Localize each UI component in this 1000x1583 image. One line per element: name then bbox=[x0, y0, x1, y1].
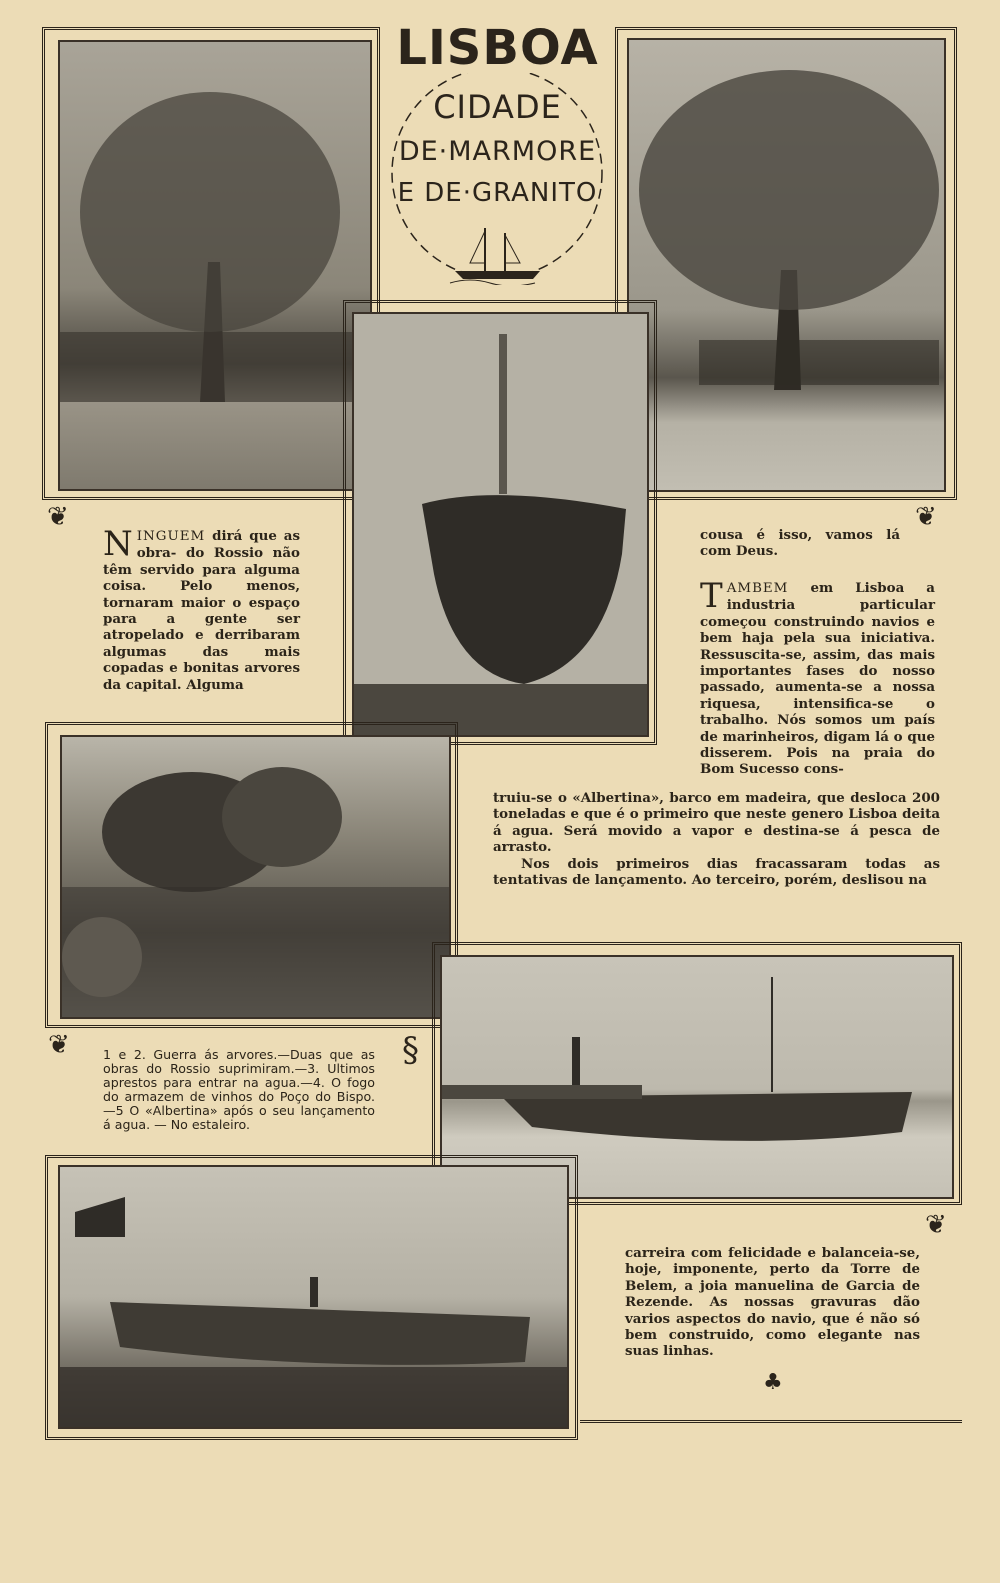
title-de-marmore: DE·MARMORE bbox=[398, 136, 597, 167]
fleuron-ornament: ♣ bbox=[763, 1370, 783, 1395]
article-conclusion: carreira com felicidade e balanceia-se, hoje, imponente, perto da Torre de Belem, a joia manuelina de Garcia de Rezende. As nossas gravuras dão varios aspectos do navio, que é não só bem construido, como elegante nas suas linhas. bbox=[625, 1245, 920, 1360]
photo-rossio-tree-1 bbox=[58, 40, 372, 491]
article-paragraph-2: TAMBEM em Lisboa a industria particular começou construindo navios e bem haja pela sua iniciativa. Ressuscita-se, assim, das mais importantes fases do nosso passado, aumenta-se a nossa riquesa, intensifica-se o trabalho. Nós somos um país de marinheiros, digam lá o que disserem. Pois na praia do Bom Sucesso cons- bbox=[700, 576, 935, 778]
photo-shipyard bbox=[58, 1165, 569, 1429]
divider-line bbox=[580, 1420, 962, 1423]
article-paragraph-2-wide: truiu-se o «Albertina», barco em madeira, que desloca 200 toneladas e que é o primeiro que neste genero Lisboa deita á agua. Será movido a vapor e destina-se á pesca de arrasto. bbox=[493, 790, 940, 856]
scroll-ornament-bottom-right: ❦ bbox=[925, 1210, 947, 1240]
scroll-ornament-caption-left: ❦ bbox=[48, 1030, 70, 1060]
dropcap-n: N bbox=[103, 524, 133, 564]
title-e-de-granito: E DE·GRANITO bbox=[397, 178, 598, 208]
scroll-ornament-left: ❦ bbox=[47, 502, 69, 532]
article-intro: NINGUEM dirá que as obra- do Rossio não têm servido para alguma coisa. Pelo menos, tornaram maior o espaço para a gente ser atropelado e derribaram algumas das mais copadas e bonitas arvores da capital. Alguma bbox=[103, 524, 300, 693]
masthead-title bbox=[385, 18, 610, 288]
photo-wine-warehouse-fire bbox=[60, 735, 451, 1019]
title-cidade: CIDADE bbox=[433, 88, 562, 126]
photo-caption: 1 e 2. Guerra ás arvores.—Duas que as obras do Rossio suprimiram.—3. Ultimos aprestos para entrar na agua.—4. O fogo do armazem de vinhos do Poço do Bispo. —5 O «Albertina» após o seu lançamento á agua. — No estaleiro. bbox=[103, 1047, 375, 1132]
photo-ship-hull bbox=[352, 312, 649, 737]
ship-icon bbox=[445, 223, 555, 285]
scroll-ornament-caption-right: § bbox=[402, 1030, 419, 1070]
article-paragraph-3: Nos dois primeiros dias fracassaram todas as tentativas de lançamento. Ao terceiro, porém, deslisou na bbox=[493, 856, 940, 889]
title-lisboa: LISBOA bbox=[396, 20, 599, 76]
dropcap-t: T bbox=[700, 576, 723, 616]
article-intro-continued: cousa é isso, vamos lá com Deus. bbox=[700, 527, 900, 560]
scroll-ornament-right: ❦ bbox=[915, 502, 937, 532]
photo-rossio-tree-2 bbox=[627, 38, 946, 492]
